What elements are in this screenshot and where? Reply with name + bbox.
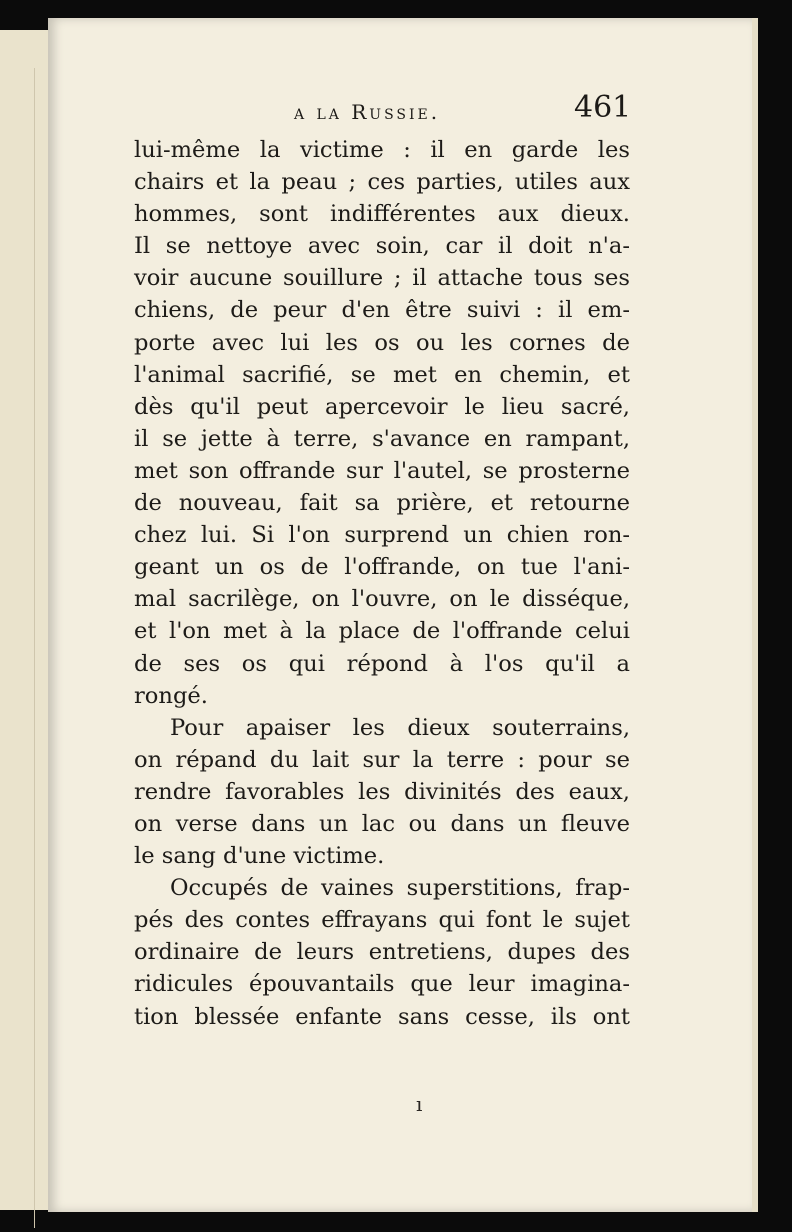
text-line: hommes, sont indifférentes aux dieux. bbox=[134, 201, 630, 228]
running-header bbox=[48, 88, 752, 128]
text-line: voir aucune souillure ; il attache tous ses bbox=[134, 265, 630, 292]
text-line: dès qu'il peut apercevoir le lieu sacré, bbox=[134, 393, 630, 420]
paragraph-end-line: le sang d'une victime. bbox=[134, 843, 385, 870]
text-line: il se jette à terre, s'avance en rampant, bbox=[134, 425, 630, 452]
facing-page-edge bbox=[0, 30, 55, 1210]
text-line: de nouveau, fait sa prière, et retourne bbox=[134, 490, 630, 517]
running-title: a la Russie. bbox=[294, 100, 441, 124]
text-line: ordinaire de leurs entretiens, dupes des bbox=[134, 939, 630, 966]
text-line: met son offrande sur l'autel, se prosterne bbox=[134, 457, 630, 484]
text-line: porte avec lui les os ou les cornes de bbox=[134, 329, 630, 356]
text-line: rendre favorables les divinités des eaux, bbox=[134, 778, 630, 805]
text-line: Il se nettoye avec soin, car il doit n'a- bbox=[134, 233, 630, 260]
text-line: on répand du lait sur la terre : pour se bbox=[134, 746, 630, 773]
text-line: et l'on met à la place de l'offrande celui bbox=[134, 618, 630, 645]
text-line: chez lui. Si l'on surprend un chien ron- bbox=[134, 522, 630, 549]
text-line: chairs et la peau ; ces parties, utiles aux bbox=[134, 169, 630, 196]
book-page bbox=[48, 18, 758, 1212]
text-line: lui-même la victime : il en garde les bbox=[134, 137, 630, 163]
paragraph-start-line: Pour apaiser les dieux souterrains, bbox=[170, 714, 630, 741]
text-line: l'animal sacrifié, se met en chemin, et bbox=[134, 361, 630, 388]
paragraph-end-line: rongé. bbox=[134, 682, 208, 709]
text-line: on verse dans un lac ou dans un fleuve bbox=[134, 810, 630, 837]
paragraph-start-line: Occupés de vaines superstitions, frap- bbox=[170, 875, 630, 902]
text-line: mal sacrilège, on l'ouvre, on le disséque, bbox=[134, 586, 630, 613]
text-line: tion blessée enfante sans cesse, ils ont bbox=[134, 1003, 630, 1030]
text-line: de ses os qui répond à l'os qu'il a bbox=[134, 650, 630, 677]
page-number: 461 bbox=[574, 90, 632, 125]
text-line: geant un os de l'offrande, on tue l'ani- bbox=[134, 554, 630, 581]
text-line: ridicules épouvantails que leur imagina- bbox=[134, 971, 630, 998]
body-text bbox=[134, 134, 630, 1033]
text-line: chiens, de peur d'en être suivi : il em- bbox=[134, 297, 630, 324]
facing-page-fold bbox=[8, 68, 35, 1228]
signature-mark: ı bbox=[416, 1092, 423, 1116]
text-line: pés des contes effrayans qui font le sujet bbox=[134, 907, 630, 934]
